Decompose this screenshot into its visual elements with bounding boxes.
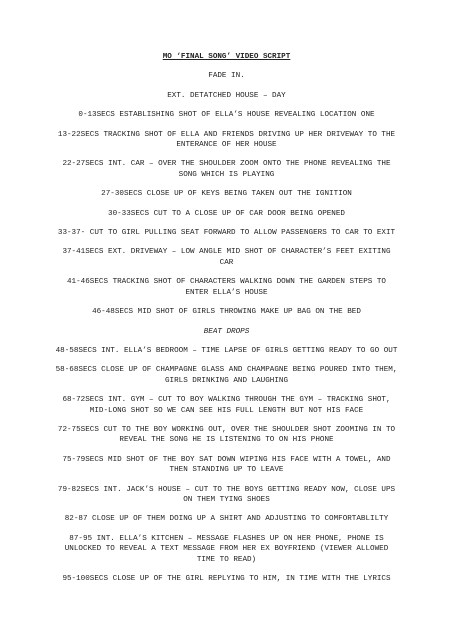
script-line: BEAT DROPS bbox=[203, 327, 250, 336]
script-line: 72-75SECS CUT TO THE BOY WORKING OUT, OVER THE SHOULDER SHOT ZOOMING IN TO REVEAL THE SONG HE IS LISTENING TO ON HIS PHONE bbox=[57, 425, 396, 445]
script-line: 87-95 INT. ELLA’S KITCHEN – MESSAGE FLASHES UP ON HER PHONE, PHONE IS UNLOCKED TO REVEAL A TEXT MESSAGE FROM HER EX BOYFRIEND (VIEWER ALLOWED TIME TO READ) bbox=[64, 534, 389, 564]
script-line: 82-87 CLOSE UP OF THEM DOING UP A SHIRT AND ADJUSTING TO COMFORTABLILTY bbox=[64, 515, 389, 524]
script-line: 41-46SECS TRACKING SHOT OF CHARACTERS WALKING DOWN THE GARDEN STEPS TO ENTER ELLA’S HOUSE bbox=[67, 278, 386, 297]
script-line: 46-48SECS MID SHOT OF GIRLS THROWING MAKE UP BAG ON THE BED bbox=[92, 308, 361, 317]
script-line: 13-22SECS TRACKING SHOT OF ELLA AND FRIENDS DRIVING UP HER DRIVEWAY TO THE ENTERANCE OF HER HOUSE bbox=[57, 130, 396, 150]
script-line: 0-13SECS ESTABLISHING SHOT OF ELLA’S HOUSE REVEALING LOCATION ONE bbox=[78, 111, 375, 120]
script-line: 75-79SECS MID SHOT OF THE BOY SAT DOWN WIPING HIS FACE WITH A TOWEL, AND THEN STANDING UP TO LEAVE bbox=[62, 455, 391, 475]
script-line: 79-82SECS INT. JACK’S HOUSE – CUT TO THE BOYS GETTING READY NOW, CLOSE UPS ON THEM TYING SHOES bbox=[57, 485, 396, 504]
script-title: MO ‘FINAL SONG’ VIDEO SCRIPT bbox=[162, 53, 291, 61]
script-line: 58-68SECS CLOSE UP OF CHAMPAGNE GLASS AND CHAMPAGNE BEING POURED INTO THEM, GIRLS DRINKING AND LAUGHING bbox=[55, 366, 398, 385]
script-line: 22-27SECS INT. CAR – OVER THE SHOULDER ZOOM ONTO THE PHONE REVEALING THE SONG WHICH IS PLAYING bbox=[62, 160, 391, 179]
script-line: 68-72SECS INT. GYM – CUT TO BOY WALKING THROUGH THE GYM – TRACKING SHOT, MID-LONG SHOT SO WE CAN SEE HIS FULL LENGTH BUT NOT HIS FACE bbox=[62, 396, 391, 415]
script-line: EXT. DETATCHED HOUSE – DAY bbox=[167, 91, 286, 100]
script-line: 37-41SECS EXT. DRIVEWAY – LOW ANGLE MID SHOT OF CHARACTER’S FEET EXITING CAR bbox=[62, 248, 391, 267]
script-line: 48-58SECS INT. ELLA’S BEDROOM – TIME LAPSE OF GIRLS GETTING READY TO GO OUT bbox=[55, 346, 398, 355]
script-line: 27-30SECS CLOSE UP OF KEYS BEING TAKEN OUT THE IGNITION bbox=[101, 190, 352, 199]
script-line: FADE IN. bbox=[208, 72, 245, 81]
script-line: 33-37- CUT TO GIRL PULLING SEAT FORWARD TO ALLOW PASSENGERS TO CAR TO EXIT bbox=[57, 229, 396, 238]
script-lines bbox=[55, 71, 398, 584]
script-line: 95-100SECS CLOSE UP OF THE GIRL REPLYING TO HIM, IN TIME WITH THE LYRICS bbox=[62, 575, 391, 583]
script-line: 30-33SECS CUT TO A CLOSE UP OF CAR DOOR BEING OPENED bbox=[108, 209, 345, 218]
